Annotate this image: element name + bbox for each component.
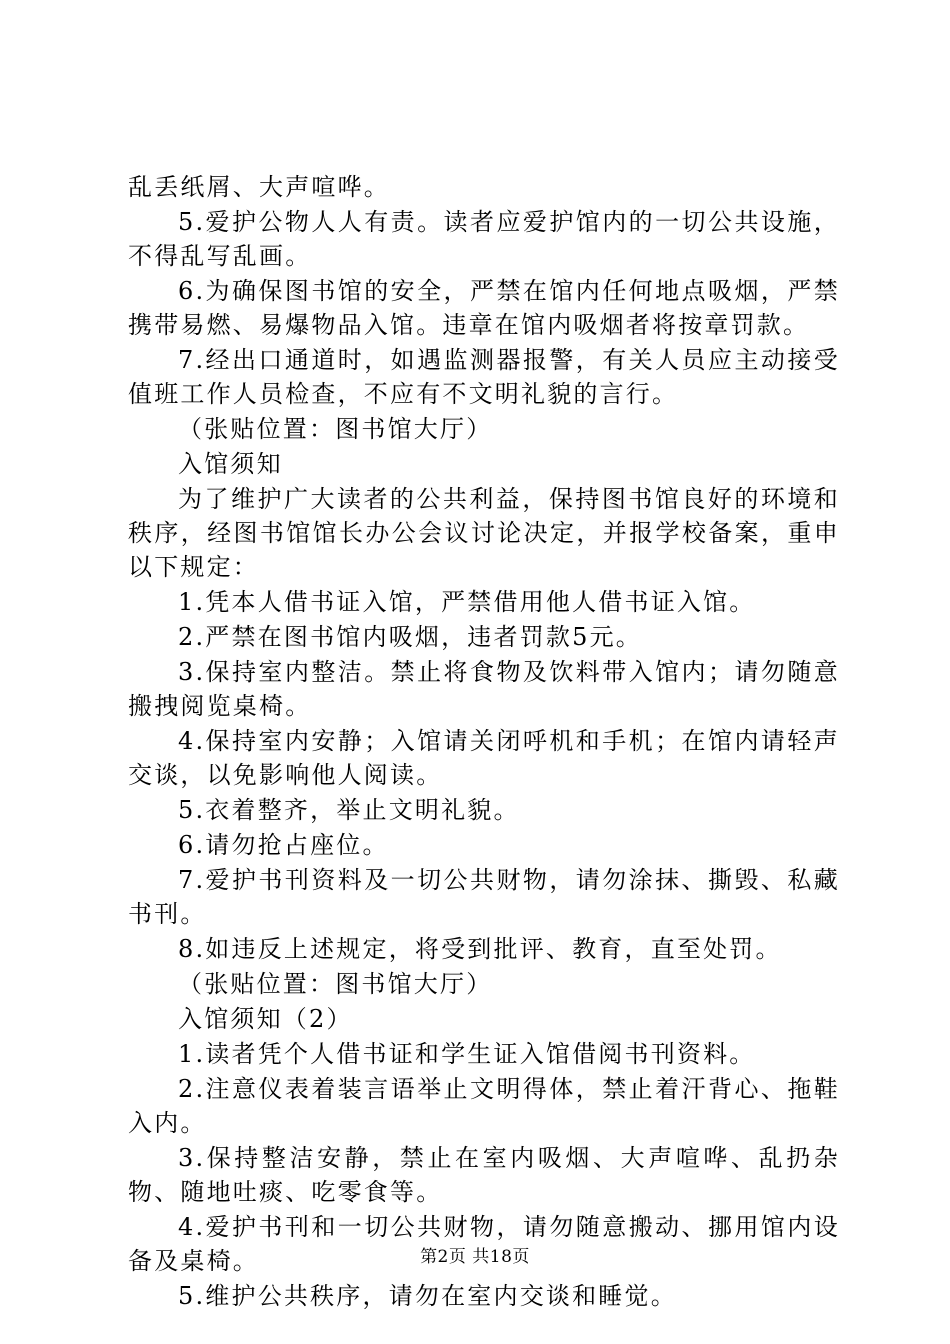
list-item: 2.严禁在图书馆内吸烟，违者罚款5元。: [178, 623, 642, 651]
list-item: 3.保持室内整洁。禁止将食物及饮料带入馆内；请勿随意搬拽阅览桌椅。: [128, 658, 840, 720]
section-heading: 入馆须知: [178, 450, 283, 478]
list-item: 6.请勿抢占座位。: [178, 831, 389, 859]
paragraph: 6.为确保图书馆的安全，严禁在馆内任何地点吸烟，严禁携带易燃、易爆物品入馆。违章在馆内吸烟者将按章罚款。: [128, 277, 840, 339]
list-item: 2.注意仪表着装言语举止文明得体，禁止着汗背心、拖鞋入内。: [128, 1075, 840, 1137]
document-body: [128, 170, 840, 1314]
posting-location: （张贴位置：图书馆大厅）: [178, 970, 493, 998]
list-item: 1.读者凭个人借书证和学生证入馆借阅书刊资料。: [178, 1040, 756, 1068]
paragraph: 5.爱护公物人人有责。读者应爱护馆内的一切公共设施，不得乱写乱画。: [128, 208, 840, 270]
list-item: 4.保持室内安静；入馆请关闭呼机和手机；在馆内请轻声交谈，以免影响他人阅读。: [128, 727, 840, 789]
list-item: 1.凭本人借书证入馆，严禁借用他人借书证入馆。: [178, 588, 756, 616]
paragraph: 7.经出口通道时，如遇监测器报警，有关人员应主动接受值班工作人员检查，不应有不文明礼貌的言行。: [128, 346, 840, 408]
list-item: 5.维护公共秩序，请勿在室内交谈和睡觉。: [178, 1282, 677, 1310]
page-number-footer: 第2页 共18页: [420, 1247, 530, 1267]
list-item: 5.衣着整齐，举止文明礼貌。: [178, 796, 520, 824]
posting-location: （张贴位置：图书馆大厅）: [178, 415, 493, 443]
list-item: 3.保持整洁安静，禁止在室内吸烟、大声喧哗、乱扔杂物、随地吐痰、吃零食等。: [128, 1144, 840, 1206]
paragraph: 乱丢纸屑、大声喧哗。: [128, 173, 390, 201]
section-heading: 入馆须知（2）: [178, 1005, 353, 1033]
list-item: 8.如违反上述规定，将受到批评、教育，直至处罚。: [178, 935, 782, 963]
paragraph: 为了维护广大读者的公共利益，保持图书馆良好的环境和秩序，经图书馆馆长办公会议讨论决定，并报学校备案，重申以下规定：: [128, 485, 840, 581]
list-item: 4.爱护书刊和一切公共财物，请勿随意搬动、挪用馆内设备及桌椅。: [128, 1213, 840, 1275]
list-item: 7.爱护书刊资料及一切公共财物，请勿涂抹、撕毁、私藏书刊。: [128, 866, 840, 928]
